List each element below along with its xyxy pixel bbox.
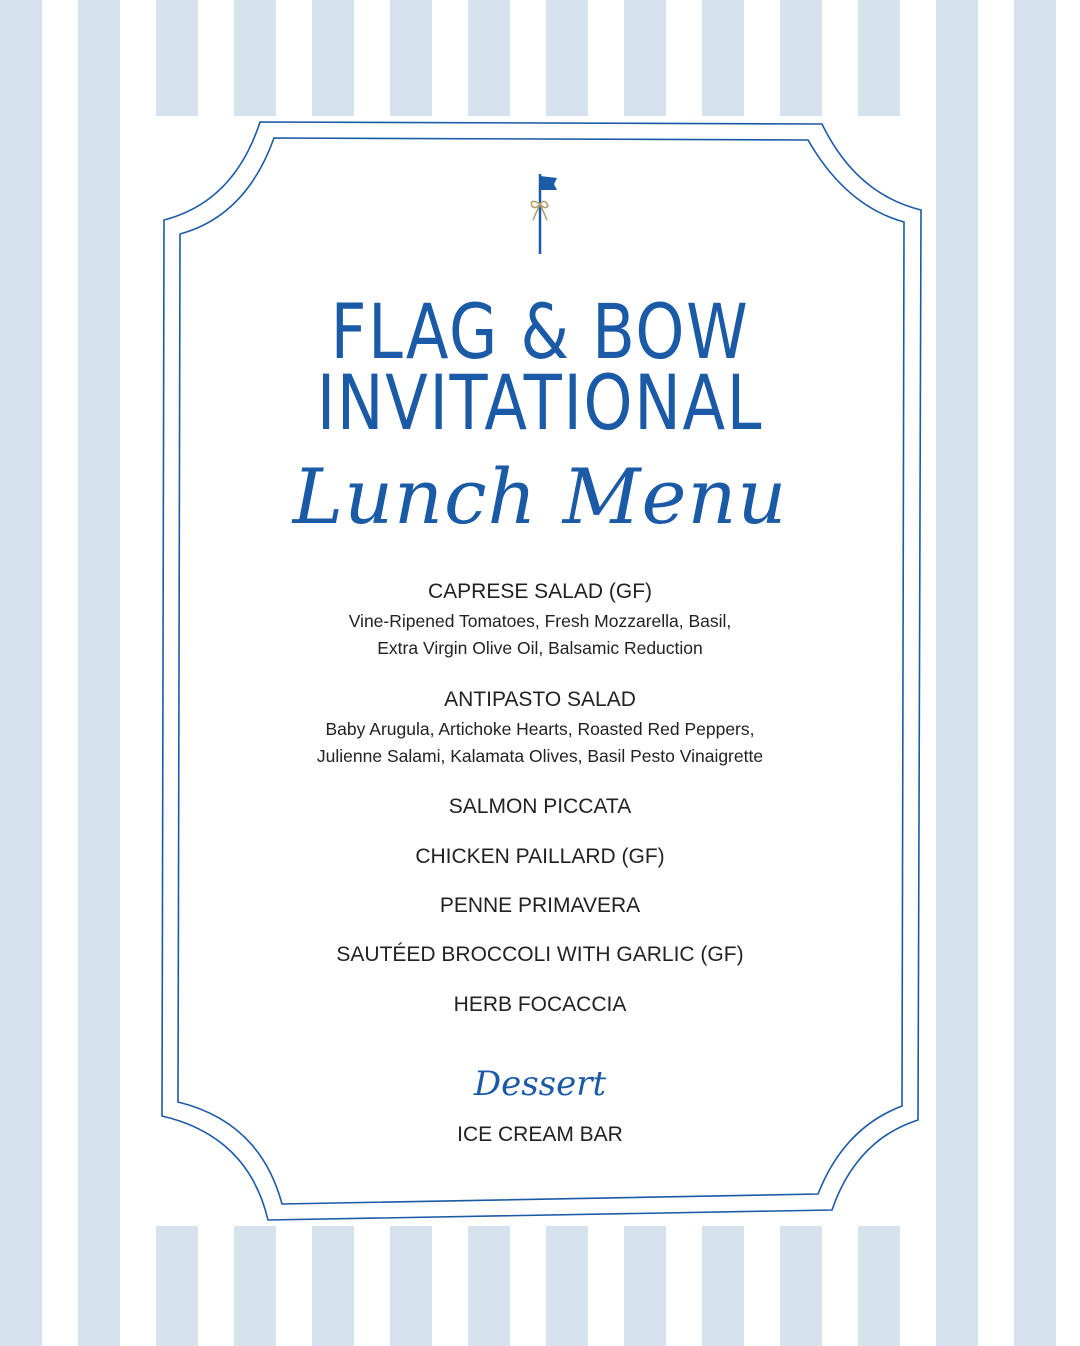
menu-subtitle: Lunch Menu: [292, 452, 788, 541]
menu-item-description: Vine-Ripened Tomatoes, Fresh Mozzarella, Basil,: [348, 611, 732, 631]
menu-item-name: CAPRESE SALAD (GF): [427, 580, 653, 603]
dessert-heading: Dessert: [473, 1064, 607, 1104]
menu-item-description: Baby Arugula, Artichoke Hearts, Roasted Red Peppers,: [325, 719, 755, 739]
menu-item-name: SAUTÉED BROCCOLI WITH GARLIC (GF): [336, 943, 744, 966]
menu-item-name: CHICKEN PAILLARD (GF): [415, 845, 665, 868]
event-title-line-1: FLAG & BOW: [330, 287, 750, 376]
menu-item-name: PENNE PRIMAVERA: [439, 894, 641, 917]
event-title-line-2: INVITATIONAL: [316, 358, 764, 447]
menu-item-name: SALMON PICCATA: [448, 795, 632, 818]
dessert-item-name: ICE CREAM BAR: [457, 1123, 623, 1146]
golf-flag-with-bow-icon: [515, 170, 565, 260]
menu-item-name: HERB FOCACCIA: [453, 993, 627, 1016]
menu-item-name: ANTIPASTO SALAD: [444, 688, 636, 711]
menu-item-description: Extra Virgin Olive Oil, Balsamic Reduction: [377, 638, 703, 658]
menu-item-description: Julienne Salami, Kalamata Olives, Basil Pesto Vinaigrette: [316, 746, 764, 766]
